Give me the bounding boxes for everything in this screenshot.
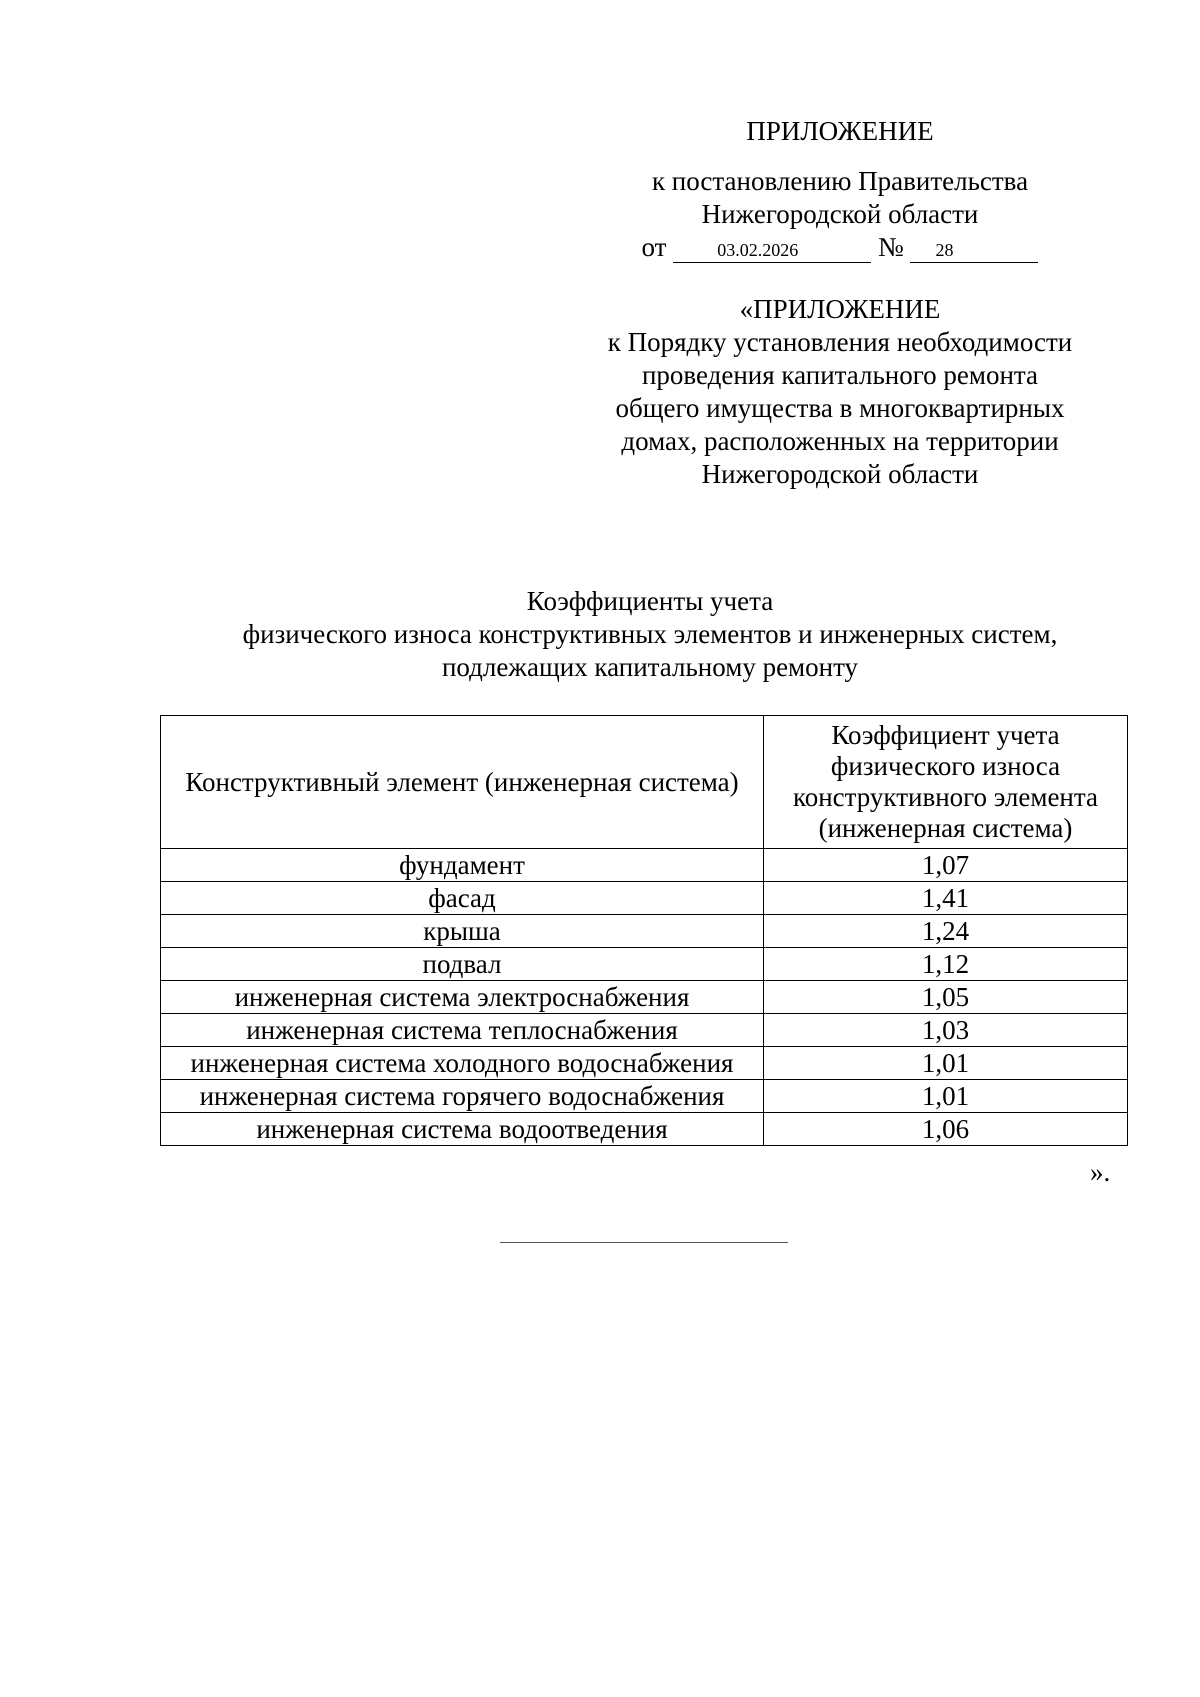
order-appendix-line: общего имущества в многоквартирных xyxy=(615,393,1065,423)
coefficient-cell: 1,06 xyxy=(764,1113,1128,1146)
coefficient-cell: 1,05 xyxy=(764,981,1128,1014)
date-number-line xyxy=(570,231,1110,264)
table-row xyxy=(161,1113,1128,1146)
decree-number: 28 xyxy=(910,238,1038,263)
order-appendix-line: проведения капитального ремонта xyxy=(641,360,1039,390)
from-label: от xyxy=(641,232,667,262)
title-line: подлежащих капитальному ремонту xyxy=(441,652,859,682)
coefficient-cell: 1,12 xyxy=(764,948,1128,981)
decree-line-1: к постановлению Правительства xyxy=(651,166,1029,196)
table-row xyxy=(161,1080,1128,1113)
table-row xyxy=(161,1014,1128,1047)
decree-line-2: Нижегородской области xyxy=(701,199,979,229)
element-cell: инженерная система электроснабжения xyxy=(161,981,764,1014)
title-line: Коэффициенты учета xyxy=(526,586,774,616)
coefficient-cell: 1,24 xyxy=(764,915,1128,948)
coefficient-cell: 1,03 xyxy=(764,1014,1128,1047)
element-cell: крыша xyxy=(161,915,764,948)
decree-reference xyxy=(570,165,1110,264)
end-divider xyxy=(500,1242,788,1243)
coefficient-cell: 1,41 xyxy=(764,882,1128,915)
appendix-title-text: ПРИЛОЖЕНИЕ xyxy=(746,116,934,146)
column-header-element: Конструктивный элемент (инженерная система) xyxy=(161,716,764,849)
element-cell: инженерная система теплоснабжения xyxy=(161,1014,764,1047)
table-row xyxy=(161,1047,1128,1080)
coefficient-cell: 1,01 xyxy=(764,1080,1128,1113)
table-row xyxy=(161,915,1128,948)
table-row xyxy=(161,882,1128,915)
order-appendix-block xyxy=(570,293,1110,491)
coefficients-table xyxy=(160,715,1128,1146)
element-cell: инженерная система водоотведения xyxy=(161,1113,764,1146)
appendix-title xyxy=(570,115,1110,148)
table-header-row xyxy=(161,716,1128,849)
element-cell: инженерная система холодного водоснабжения xyxy=(161,1047,764,1080)
order-appendix-line: Нижегородской области xyxy=(701,459,979,489)
coefficient-cell: 1,01 xyxy=(764,1047,1128,1080)
order-appendix-line: домах, расположенных на территории xyxy=(621,426,1059,456)
element-cell: фасад xyxy=(161,882,764,915)
column-header-coefficient: Коэффициент учета физического износа конструктивного элемента (инженерная система) xyxy=(764,716,1128,849)
document-title xyxy=(150,585,1150,684)
table-row xyxy=(161,948,1128,981)
title-line: физического износа конструктивных элементов и инженерных систем, xyxy=(242,619,1058,649)
order-appendix-line: к Порядку установления необходимости xyxy=(607,327,1073,357)
order-appendix-line: «ПРИЛОЖЕНИЕ xyxy=(739,294,941,324)
decree-date: 03.02.2026 xyxy=(673,238,871,263)
element-cell: фундамент xyxy=(161,849,764,882)
element-cell: подвал xyxy=(161,948,764,981)
table-row xyxy=(161,981,1128,1014)
coefficient-cell: 1,07 xyxy=(764,849,1128,882)
element-cell: инженерная система горячего водоснабжения xyxy=(161,1080,764,1113)
closing-quote: ». xyxy=(1090,1157,1111,1187)
table-row xyxy=(161,849,1128,882)
number-sign: № xyxy=(877,232,904,262)
